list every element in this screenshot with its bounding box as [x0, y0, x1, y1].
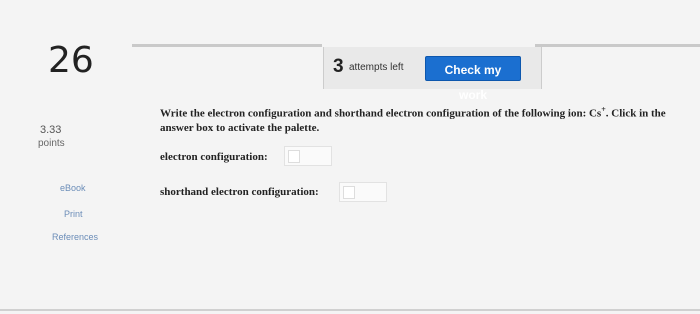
shorthand-configuration-answer-box[interactable]: [339, 182, 387, 202]
ebook-link[interactable]: eBook: [60, 183, 86, 193]
question-number: 26: [48, 40, 94, 81]
references-link[interactable]: References: [52, 232, 99, 242]
electron-configuration-answer-box[interactable]: [284, 146, 332, 166]
question-text: Write the electron configuration and shorthand electron configuration of the following ion: Cs: [160, 107, 602, 120]
question-text-tail: . Click in the answer box to activate the palette.: [160, 107, 666, 134]
question-sidebar: [0, 0, 130, 314]
shorthand-configuration-label: shorthand electron configuration:: [160, 186, 319, 198]
answer-placeholder-icon: [288, 150, 300, 163]
electron-configuration-label: electron configuration:: [160, 151, 268, 163]
attempts-count: 3: [333, 56, 344, 77]
print-link[interactable]: Print: [64, 209, 83, 219]
points-value: 3.33: [40, 124, 62, 136]
header-divider-right: [535, 44, 700, 47]
answer-placeholder-icon: [343, 186, 355, 199]
footer-divider: [0, 309, 700, 311]
ion-charge: +: [601, 105, 606, 114]
header-divider-left: [132, 44, 322, 47]
check-my-work-button[interactable]: Check my work: [425, 56, 521, 81]
points-label: points: [38, 138, 65, 149]
attempts-label: attempts left: [349, 62, 404, 73]
question-prompt: [160, 103, 700, 135]
